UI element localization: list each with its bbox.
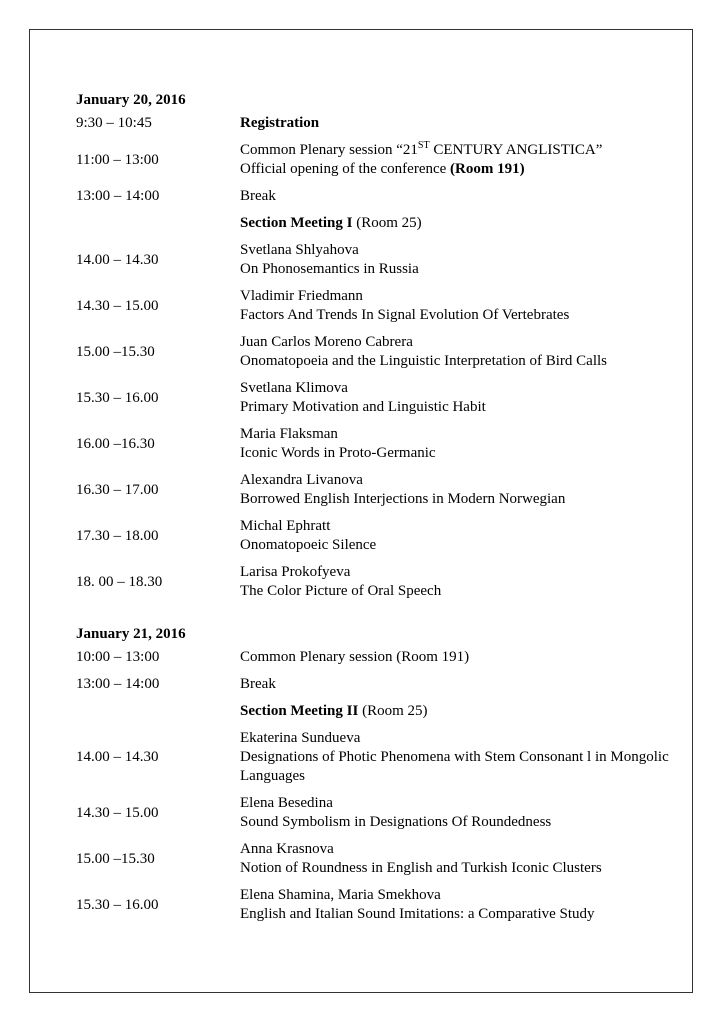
speaker-name: Michal Ephratt — [240, 518, 331, 534]
time-slot: 16.30 – 17.00 — [76, 481, 159, 498]
schedule-row-break — [76, 675, 676, 694]
talk-title: Borrowed English Interjections in Modern Norwegian — [240, 491, 566, 507]
talk-details — [240, 287, 676, 325]
opening-text: Official opening of the conference — [240, 161, 451, 177]
plenary-description — [240, 141, 676, 179]
speaker-name: Juan Carlos Moreno Cabrera — [240, 334, 413, 350]
speaker-name: Larisa Prokofyeva — [240, 564, 351, 580]
talk-row — [76, 241, 676, 279]
talk-title: Sound Symbolism in Designations Of Roundedness — [240, 814, 552, 830]
section-heading — [240, 214, 676, 233]
talk-row — [76, 333, 676, 371]
day-date: January 21, 2016 — [76, 626, 186, 642]
time-slot: 15.30 – 16.00 — [76, 389, 159, 406]
time-slot: 14.30 – 15.00 — [76, 804, 159, 821]
plenary-title-suffix: CENTURY ANGLISTICA” — [429, 142, 603, 158]
time-slot: 13:00 – 14:00 — [76, 676, 160, 692]
schedule-row-plenary — [76, 648, 676, 667]
talk-title: The Color Picture of Oral Speech — [240, 583, 442, 599]
talk-row — [76, 794, 676, 832]
speaker-name: Alexandra Livanova — [240, 472, 363, 488]
speaker-name: Ekaterina Sundueva — [240, 730, 361, 746]
time-slot: 14.00 – 14.30 — [76, 251, 159, 268]
schedule-row-registration — [76, 114, 676, 133]
talk-list — [76, 241, 676, 601]
section-title: Section Meeting II — [240, 703, 359, 719]
section-title: Section Meeting I — [240, 215, 353, 231]
time-slot: 14.00 – 14.30 — [76, 749, 159, 765]
day-date: January 20, 2016 — [76, 92, 186, 108]
day-section — [76, 91, 676, 601]
talk-row — [76, 425, 676, 463]
plenary-label: Common Plenary session (Room 191) — [240, 649, 470, 665]
break-label: Break — [240, 188, 276, 204]
talk-details — [240, 886, 676, 924]
section-room: (Room 25) — [358, 703, 428, 719]
time-slot: 11:00 – 13:00 — [76, 151, 159, 168]
talk-title: English and Italian Sound Imitations: a Comparative Study — [240, 906, 595, 922]
time-slot: 15.00 –15.30 — [76, 850, 155, 867]
opening-room: (Room 191) — [450, 161, 525, 177]
plenary-title — [240, 141, 676, 160]
speaker-name: Svetlana Klimova — [240, 380, 348, 396]
talk-row — [76, 563, 676, 601]
speaker-name: Anna Krasnova — [240, 841, 334, 857]
time-slot: 18. 00 – 18.30 — [76, 573, 163, 590]
talk-details — [240, 471, 676, 509]
speaker-name: Svetlana Shlyahova — [240, 242, 359, 258]
speaker-name: Elena Besedina — [240, 795, 333, 811]
time-slot: 17.30 – 18.00 — [76, 527, 159, 544]
talk-details — [240, 379, 676, 417]
talk-title: Notion of Roundness in English and Turkish Iconic Clusters — [240, 860, 602, 876]
time-slot: 15.00 –15.30 — [76, 343, 155, 360]
section-header — [76, 214, 676, 233]
talk-title: Primary Motivation and Linguistic Habit — [240, 399, 486, 415]
talk-row — [76, 517, 676, 555]
talk-details — [240, 517, 676, 555]
break-label: Break — [240, 676, 276, 692]
time-slot: 10:00 – 13:00 — [76, 649, 160, 665]
section-heading — [240, 702, 676, 721]
time-slot: 9:30 – 10:45 — [76, 115, 152, 131]
conference-program — [76, 91, 676, 948]
talk-row — [76, 886, 676, 924]
talk-title: Onomatopoeia and the Linguistic Interpretation of Bird Calls — [240, 353, 607, 369]
speaker-name: Vladimir Friedmann — [240, 288, 363, 304]
section-header — [76, 702, 676, 721]
speaker-name: Maria Flaksman — [240, 426, 338, 442]
talk-details — [240, 840, 676, 878]
talk-row — [76, 287, 676, 325]
talk-details — [240, 729, 676, 786]
plenary-title-sup: ST — [417, 140, 430, 151]
talk-title: Designations of Photic Phenomena with Stem Consonant l in Mongolic Languages — [240, 749, 669, 784]
time-slot: 15.30 – 16.00 — [76, 896, 159, 913]
day-section — [76, 625, 676, 924]
time-slot: 16.00 –16.30 — [76, 435, 155, 452]
plenary-opening — [240, 160, 676, 179]
talk-title: On Phonosemantics in Russia — [240, 261, 419, 277]
talk-list — [76, 729, 676, 924]
schedule-row-break — [76, 187, 676, 206]
speaker-name: Elena Shamina, Maria Smekhova — [240, 887, 441, 903]
talk-details — [240, 425, 676, 463]
talk-row — [76, 379, 676, 417]
talk-row — [76, 729, 676, 786]
registration-label: Registration — [240, 115, 320, 131]
talk-title: Onomatopoeic Silence — [240, 537, 377, 553]
talk-details — [240, 241, 676, 279]
plenary-title-prefix: Common Plenary session “21 — [240, 142, 418, 158]
schedule-row-plenary — [76, 141, 676, 179]
talk-title: Factors And Trends In Signal Evolution Of Vertebrates — [240, 307, 570, 323]
talk-details — [240, 563, 676, 601]
talk-title: Iconic Words in Proto-Germanic — [240, 445, 436, 461]
talk-row — [76, 840, 676, 878]
section-room: (Room 25) — [352, 215, 422, 231]
talk-details — [240, 333, 676, 371]
talk-details — [240, 794, 676, 832]
talk-row — [76, 471, 676, 509]
time-slot: 14.30 – 15.00 — [76, 297, 159, 314]
time-slot: 13:00 – 14:00 — [76, 188, 160, 204]
